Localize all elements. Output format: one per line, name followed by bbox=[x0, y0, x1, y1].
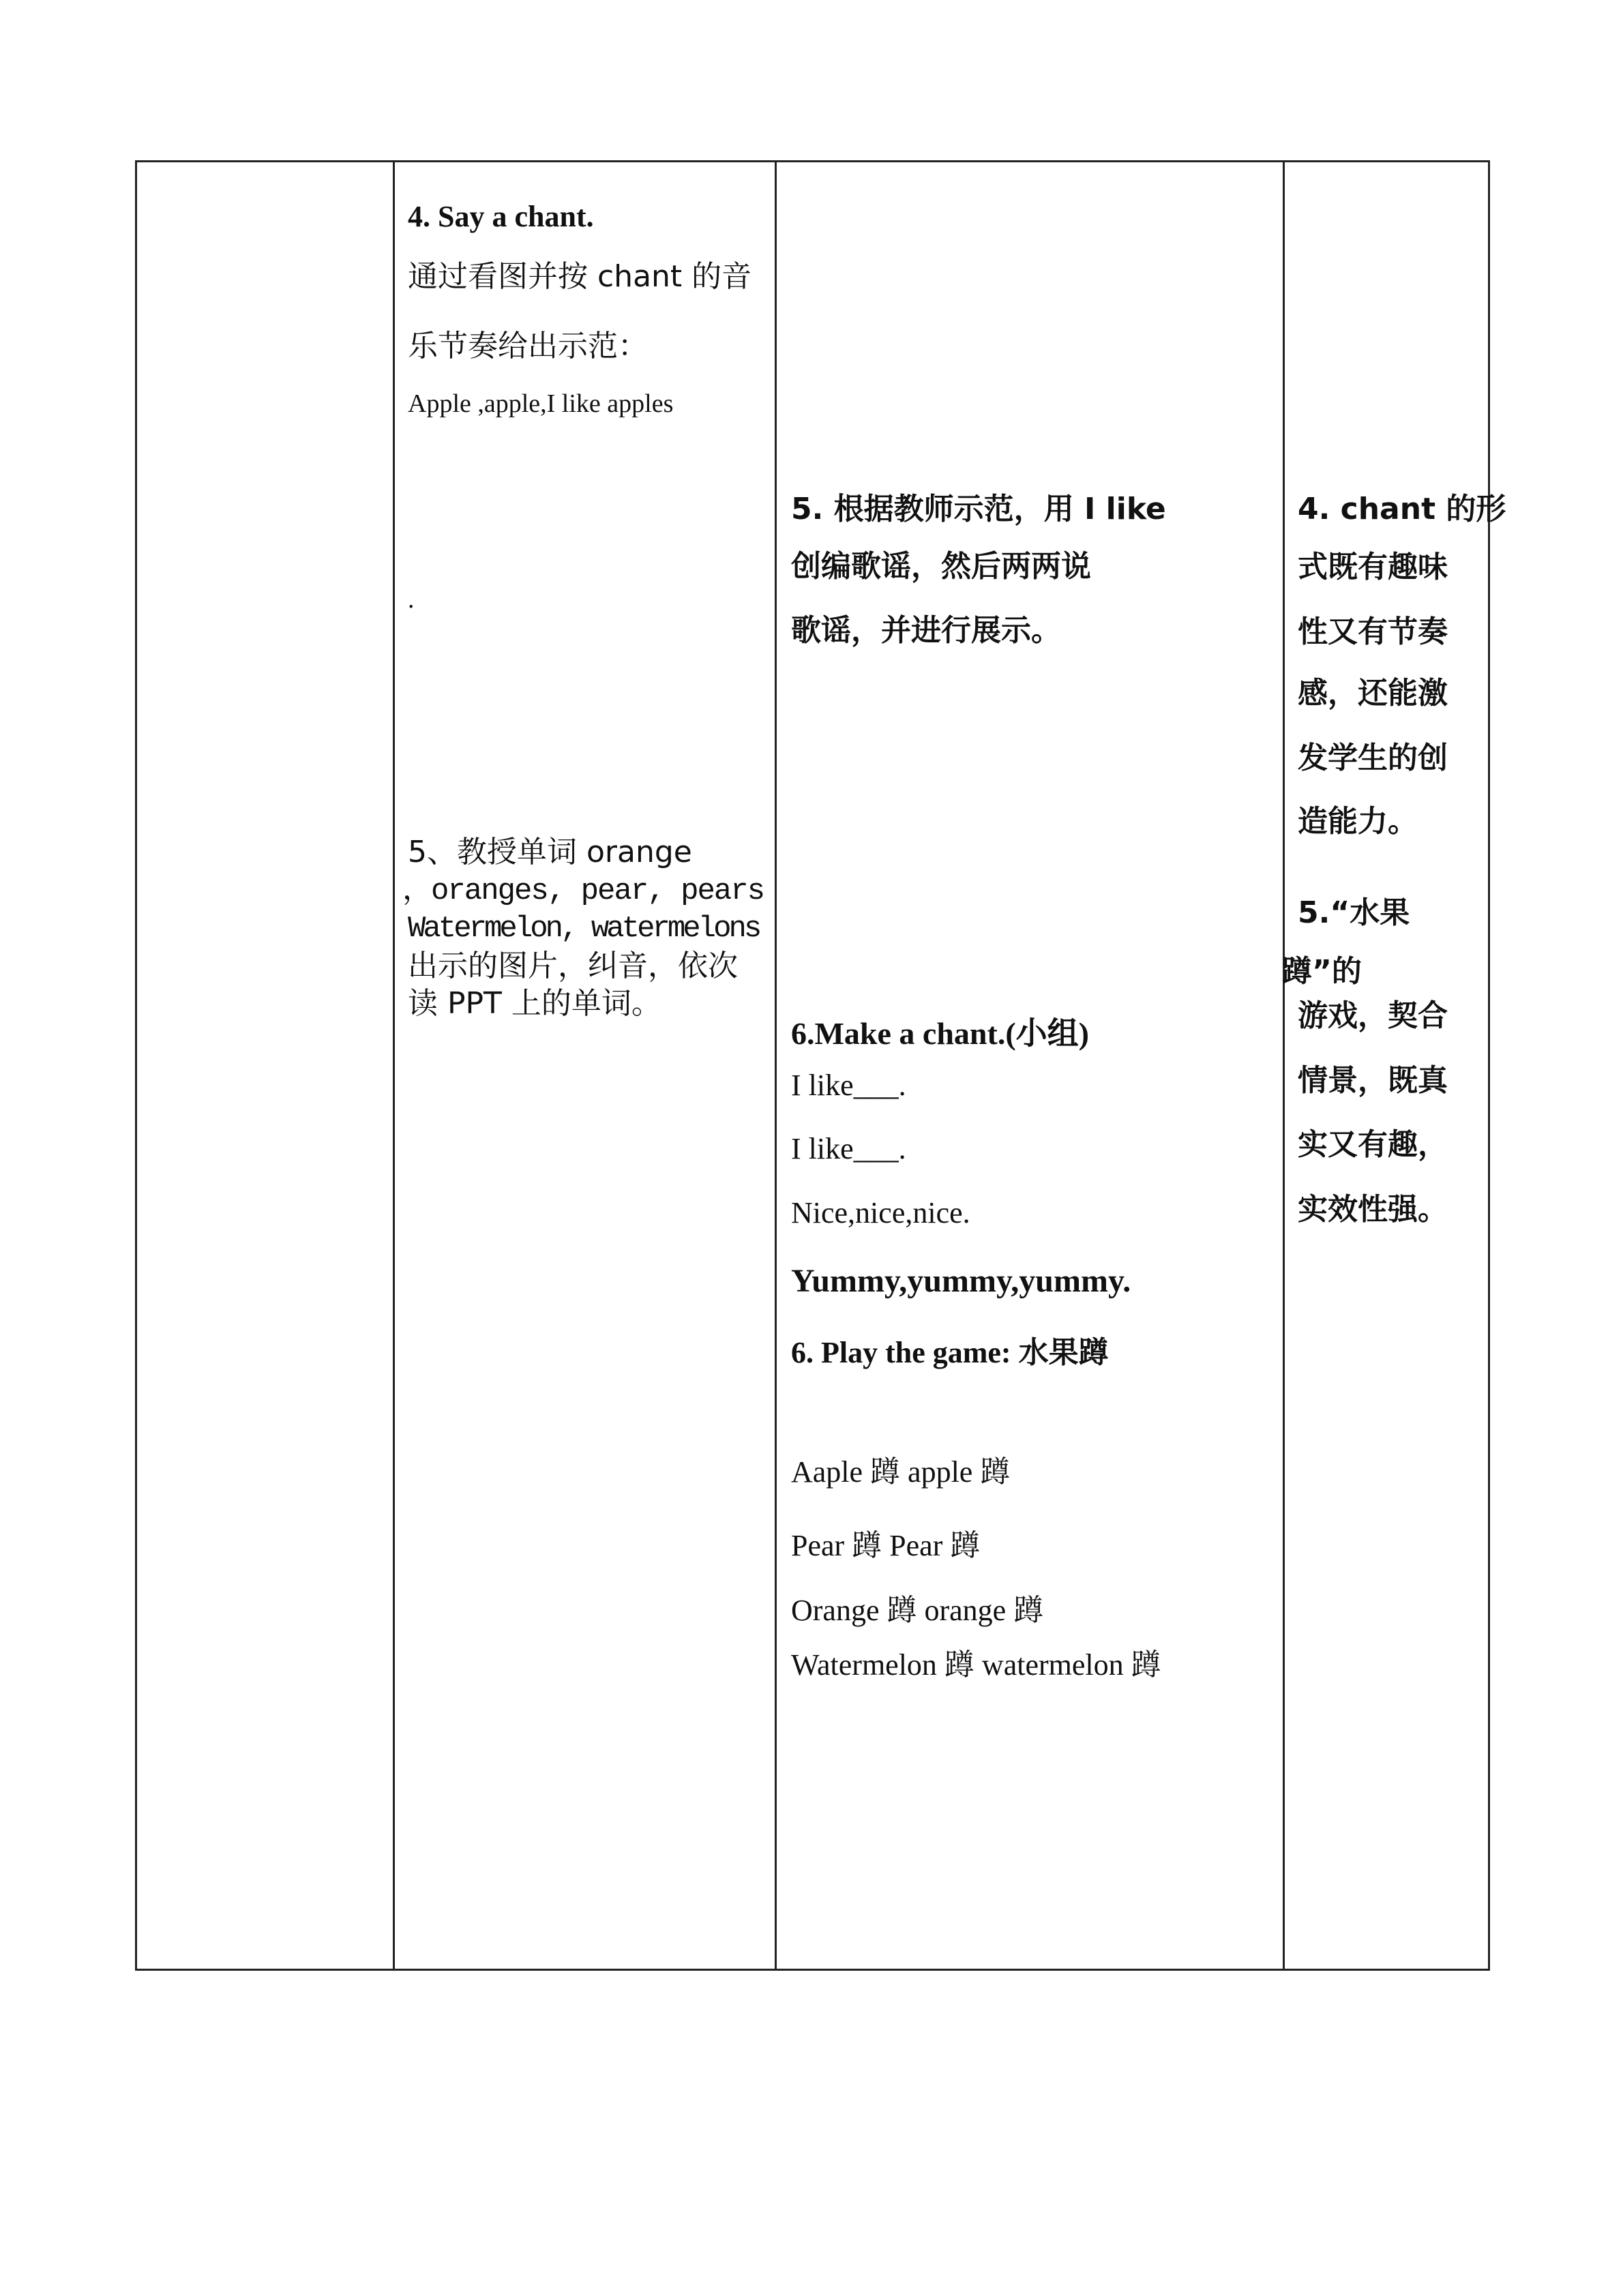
purpose-chant-4: 感，还能激 bbox=[1298, 676, 1448, 711]
game-line-watermelon: Watermelon 蹲 watermelon 蹲 bbox=[791, 1648, 1161, 1682]
teach-words-line-4: 出示的图片，纠音，依次 bbox=[408, 949, 738, 983]
purpose-game-5: 实又有趣， bbox=[1298, 1127, 1448, 1162]
game-line-orange: Orange 蹲 orange 蹲 bbox=[791, 1594, 1044, 1627]
create-chant-line-2: 创编歌谣，然后两两说 bbox=[791, 549, 1091, 584]
say-chant-title: 4. Say a chant. bbox=[408, 200, 594, 233]
make-chant-title: 6.Make a chant.(小组) bbox=[791, 1016, 1089, 1051]
purpose-chant-3: 性又有节奏 bbox=[1298, 614, 1448, 649]
column-divider-3 bbox=[1283, 162, 1285, 1969]
game-line-pear: Pear 蹲 Pear 蹲 bbox=[791, 1529, 981, 1562]
purpose-game-2: 蹲”的 bbox=[1282, 954, 1362, 989]
chant-i-like-1: I like___. bbox=[791, 1069, 906, 1102]
teach-words-line-5: 读 PPT 上的单词。 bbox=[408, 986, 661, 1021]
teach-words-line-1: 5、教授单词 orange bbox=[408, 835, 692, 869]
create-chant-line-1: 5. 根据教师示范，用 I like bbox=[791, 492, 1166, 526]
purpose-game-4: 情景，既真 bbox=[1298, 1063, 1448, 1098]
say-chant-instruction-1: 通过看图并按 chant 的音 bbox=[408, 259, 752, 294]
example-chant: Apple ,apple,I like apples bbox=[408, 389, 674, 418]
lesson-plan-table bbox=[135, 160, 1490, 1971]
chant-nice: Nice,nice,nice. bbox=[791, 1196, 970, 1229]
stray-dot: . bbox=[408, 585, 415, 614]
purpose-chant-5: 发学生的创 bbox=[1298, 741, 1448, 775]
purpose-game-1: 5.“水果 bbox=[1298, 895, 1410, 930]
purpose-chant-6: 造能力。 bbox=[1298, 804, 1418, 839]
column-divider-1 bbox=[393, 162, 395, 1969]
chant-yummy: Yummy,yummy,yummy. bbox=[791, 1263, 1131, 1299]
purpose-chant-2: 式既有趣味 bbox=[1298, 550, 1448, 584]
purpose-game-3: 游戏，契合 bbox=[1298, 998, 1448, 1033]
teach-words-line-3: Watermelon, watermelons bbox=[408, 912, 760, 946]
teach-words-line-2: ，oranges, pear, pears bbox=[402, 874, 764, 908]
column-divider-2 bbox=[775, 162, 777, 1969]
say-chant-instruction-2: 乐节奏给出示范： bbox=[408, 329, 648, 363]
create-chant-line-3: 歌谣，并进行展示。 bbox=[791, 613, 1061, 648]
game-line-apple: Aaple 蹲 apple 蹲 bbox=[791, 1455, 1011, 1489]
purpose-chant-1: 4. chant 的形 bbox=[1298, 492, 1506, 526]
purpose-game-6: 实效性强。 bbox=[1298, 1192, 1448, 1227]
chant-i-like-2: I like___. bbox=[791, 1132, 906, 1165]
play-game-title: 6. Play the game: 水果蹲 bbox=[791, 1336, 1109, 1369]
